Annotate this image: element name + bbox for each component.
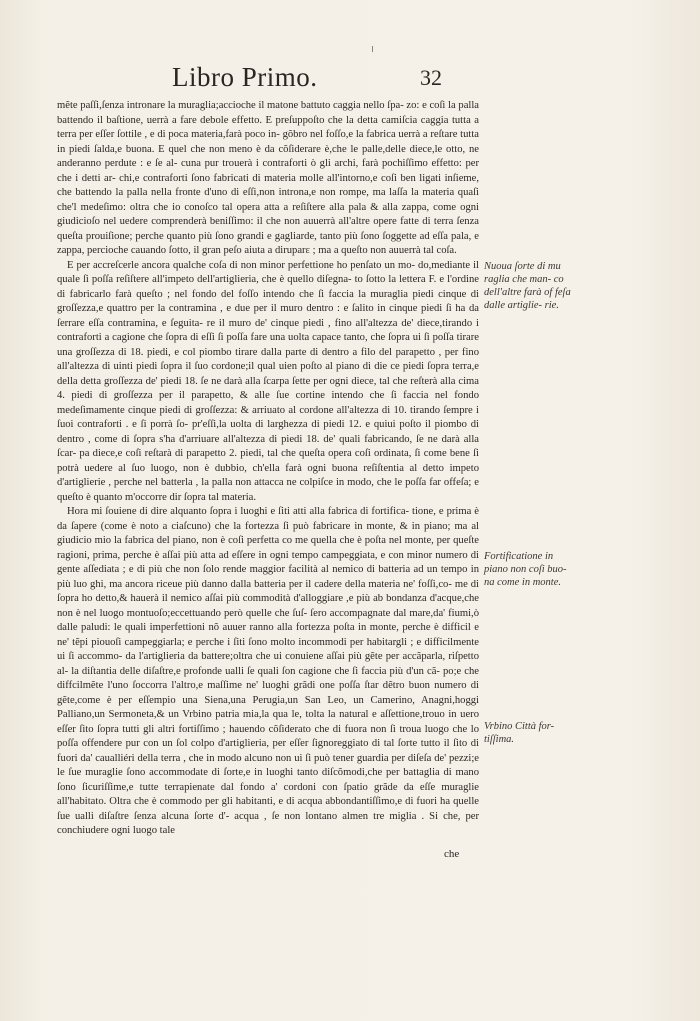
body-text bbox=[57, 99, 479, 839]
paragraph-2: E per accreſcerle ancora qualche coſa di non minor perfettione ho penſato un mo- do,mediante il quale ſi poſſa reſiſtere all'impeto dell'artiglieria, che è quello diſegna- to ſotto la lettera F. e l'ordine di fabricarlo farà queſto ; nel fondo del foſſo intendo che ſi faccia la muraglia piedi cinque di groſſezza,e quattro per la contramina , e due per il muro dentro : e ſalito in cinque piedi ſi ha da ſerrare eſſa contramina, e ſeguita- re il muro de' cinque piedi , fino all'altezza de' diece,tirando i contraforti a cagione che ſopra di eſſi ſi poſſa fare una uolta capace tanto, che ſopra ui ſi poſſa tirare una groſſezza di 18. piedi, e col piombo tirare dalla parte di dentro a filo del parapetto , per fino all'altezza di uinti piedi ſopra il ſuo cordone;il qual uien poſto al piano di die ce piedi ſopra terra,e della detta groſſezza de' piedi 18. ſe ne darà alla ſcarpa ſette per ogni diece, tal che reſterà alla cima 4. piedi di groſſezza per il parapetto, & alle ſue cortine intendo che ſi faccia nel fondo medeſimamente cinque piedi di groſſezza: & arriuato al cordone all'altezza di 10. tirando ſempre i ſuoi contraforti . e ſi porrà ſo- pr'eſſi,la uolta di larghezza di piedi 12. e quiui poſto il piombo di dentro , come di ſopra s'ha d'arriuare all'altezza di piedi 18. de' quali fabricando, ſe ne darà alla ſcar- pa diece,e coſi reſtarà di parapetto 2. piedi, tal che queſta opera coſi ordinata, ſi come bene ſi potrà uedere al ſuo luogo, non è dubbio, ch'ella farà ogni buona reſiſtentia al detto impeto d'artiglierie , perche nel batterla , la palla non attacca ne colpiſce in modo, che le poſſa far offeſa; e queſto è quanto m'occorre dir ſopra tal materia. bbox=[57, 259, 479, 503]
paragraph-1: mẽte paſſi,ſenza intronare la muraglia;accioche il matone battuto caggia nello ſpa- zo: e coſi la palla battendo il baſtione, uerrà a fare debole effetto. E preſuppoſto che la detta camiſcia caggia tutta a terra per eſſer ſottile , e di poca materia,farà poco in- gõbro nel foſſo,e la fabrica uerrà a reſtare tutta in piedi ſalda,e buona. E quel che non meno è da cõſiderare è,che le palle,delle diece,le otto, ne anderanno perdute : e ſe al- cuna pur trouerà i contraforti ò gli archi, farà pochiſſimo effetto: per che i detti ar- chi,e contraforti ſono fabricati di materia molle all'intorno,e coſi ben ligati inſieme, che battendo la palla nella fronte d'uno di eſſi,non introna,e non rompe, ma laſſa la materia quaſi che'l medeſimo: oltra che io conoſco tal opera atta a reſiſtere alla pala & alla zappa, come ogni giudicioſo nel uedere comprenderà beniſſimo: il che non auuerrà all'altre opere fatte di terra ſenza queſta prouiſione; perche quanto più ſono grandi e gagliarde, tanto più ſono ſoggette ad eſſa pala, e zappa, percioche cauando ſotto, il gran peſo aiuta a diruparε ; ma a queſto non auuerrà tal coſa. bbox=[57, 100, 479, 256]
page-fold-mark bbox=[372, 46, 376, 52]
running-title: Libro Primo. bbox=[172, 62, 318, 92]
running-head bbox=[172, 62, 472, 96]
margin-note-urbino: Vrbino Città for- tiſſima. bbox=[484, 721, 555, 745]
margin-note-artillery: Nuoua ſorte di mu raglia che man- co dell'altre farà of feſa dalle artiglie- rie. bbox=[484, 261, 571, 311]
folio-number: 32 bbox=[420, 65, 442, 90]
catchword: che bbox=[444, 848, 460, 860]
paragraph-3: Hora mi ſouiene di dire alquanto ſopra i luoghi e ſiti atti alla fabrica di fortifica- tione, e prima è da ſapere (come è noto a ciaſcuno) che la fortezza ſi può fabricare in monte, & in piano; ma al giudicio mio la fabrica del piano, non è coſi perfetta co me quella che è poſta nel monte, per queſte ragioni, prima, perche è aſſai più atta ad eſſere in ogni tempo campeggiata, e con minor numero di gente aſſediata ; e di più che non ſolo rende maggior facilità al nemico di batteria ad un tempo in più luo ghi, ma ancora riceue più danno dalla batteria per il cadere della materia ne' foſſi,co- me di ſopra ho detto,& hauerà il nemico aſſai più commodità d'alloggiare ,e più ab bondanza d'acque,che non è nel luogo montuoſo;eccettuando però quelle che ſuſ- ſero accompagnate dal mare,da' fiumi,ò dalle paludi: le quali imperfettioni nõ auuer ranno alla fortezza poſta in monte, perche è difficil e ne' tẽpi piouoſi campeggiarla; e perche i ſiti ſono molto incommodi per habitargli ; e difficilmente ui ſi accommo- da l'artiglieria da battere;oltra che ui conuiene aſſai più gẽte per accãparla, riſpetto al- la diſtantia delle diſaſtre,e profonde ualli ſe quali ſon cagione che ſi faccia più d'un cã- po;e che diffcilmẽte l'uno ſoccorra l'altro,e maſſime ne' luoghi grãdi one poſſa ſtar dẽtro buon numero di gẽte,come è per eſſempio una Siena,una Perugia,un San Leo, un Camerino, Anagni,hoggi Palliano,un Sermoneta,& un Vrbino patria mia,la qua le, tolta la natural e aſſettione,trouo in uero eſſer ſito ſopra tutti gli altri fortiſſimo ; hauendo cõſiderato che di fuora non ſi troua luogo che lo poſſa offendere pur con un ſol colpo d'artiglieria, per eſſer ſignoreggiato di tal ſorte tutto il ſito di fuori da' caualliéri della terra , che in modo alcuno non ui ſi può tener guardia per diſeſa de' pezzi;e le ſue muraglie ſono accommodate di ſorte,e in luoghi tanto diſcõmodi,che per battaglia di mano ſono ſicuriſſime,e tutte terrapienate dal fondo a' cordoni con ſpatio grãde da eſſe muraglie all'habitato. Oltra che è commodo per gli habitanti, e di acqua abbondantiſſimo,e di fuori ha quelle ſue ualli diſaſtre ſenza alcuna ſorte d'- acqua , ſe non lontano almen tre miglia . Si che, per conchiudere ogni luogo tale bbox=[57, 506, 479, 836]
margin-note-plain-fortification: Fortificatione in piano non coſi buo- na come in monte. bbox=[484, 551, 567, 588]
